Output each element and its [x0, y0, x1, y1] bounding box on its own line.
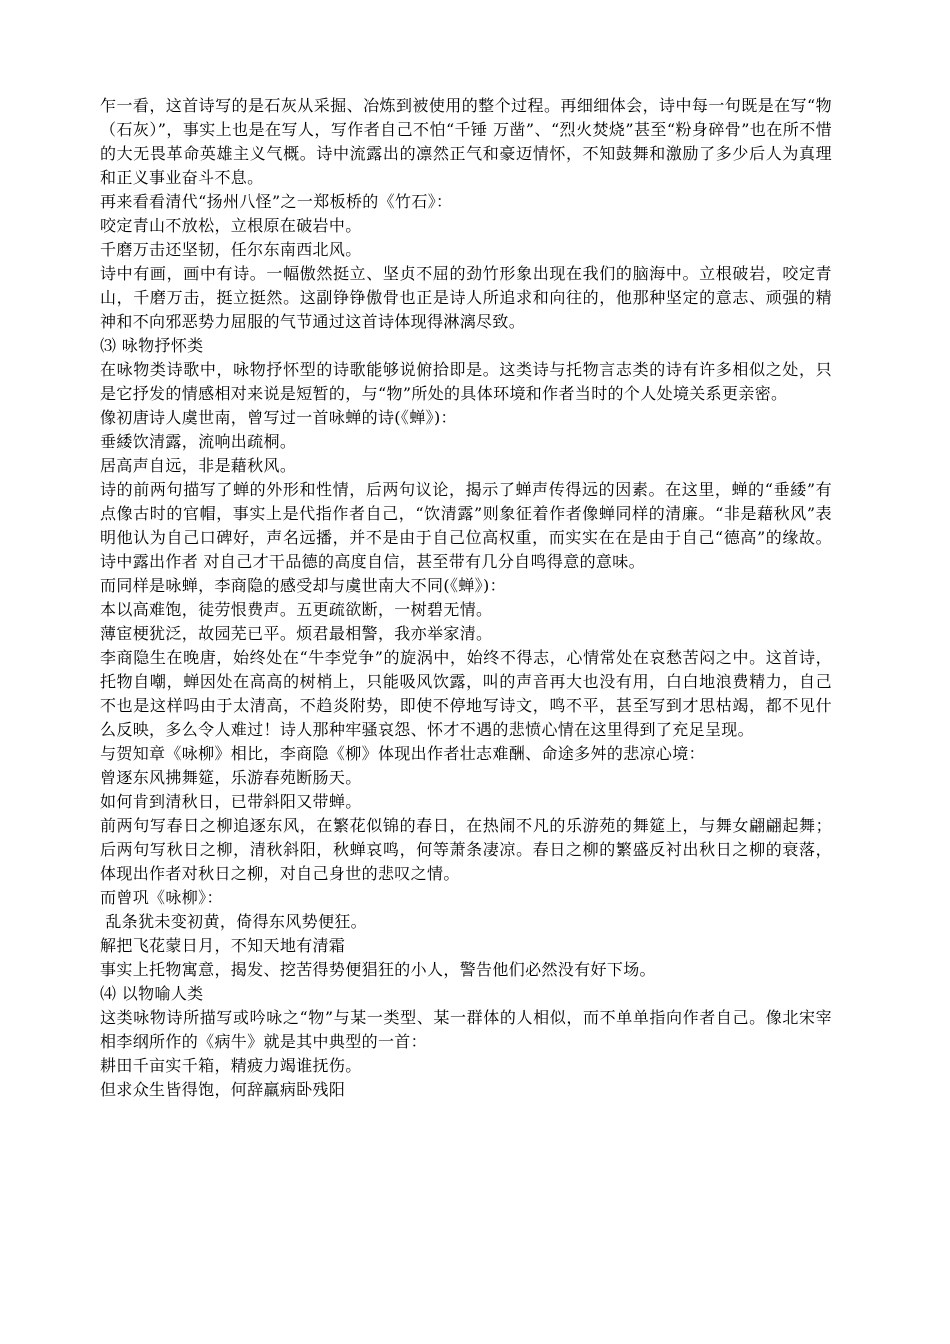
poem-line: 千磨万击还坚韧，任尔东南西北风。 — [100, 240, 362, 259]
poem-line: 薄宦梗犹泛，故园芜已平。烦君最相警，我亦举家清。 — [100, 624, 493, 643]
poem-line: 曾逐东风拂舞筵，乐游春苑断肠天。 — [100, 768, 362, 787]
poem-line: 本以高难饱，徒劳恨费声。五更疏欲断，一树碧无情。 — [100, 600, 493, 619]
paragraph-lishangyin-chan-intro: 而同样是咏蝉，李商隐的感受却与虞世南大不同(《蝉》)： — [100, 576, 506, 595]
poem-line: 居高声自远，非是藉秋风。 — [100, 456, 297, 475]
poem-line: 乱条犹未变初黄，倚得东风势便狂。 — [100, 912, 368, 931]
paragraph-zhushi-intro: 再来看看清代“扬州八怪”之一郑板桥的《竹石》： — [100, 192, 453, 211]
paragraph-section-4-intro: 这类咏物诗所描写或吟咏之“物”与某一类型、某一群体的人相似，而不单单指向作者自己。像北宋宰相李纲所作的《病牛》就是其中典型的一首： — [100, 1008, 832, 1051]
paragraph-chan-intro: 像初唐诗人虞世南，曾写过一首咏蝉的诗(《蝉》)： — [100, 408, 457, 427]
section-heading-3: ⑶ 咏物抒怀类 — [100, 336, 204, 355]
poem-line: 如何肯到清秋日，已带斜阳又带蝉。 — [100, 792, 362, 811]
paragraph-lishangyin-analysis: 李商隐生在晚唐，始终处在“牛李党争”的旋涡中，始终不得志，心情常处在哀愁苦闷之中。这首诗，托物自嘲，蝉因处在高高的树梢上，只能吸风饮露，叫的声音再大也没有用，白白地浪费精力，自己不也是这样吗由于太清高，不趋炎附势，即使不停地写诗文，鸣不平，甚至写到才思枯竭，都不见什么反映，多么令人难过！诗人那种牢骚哀怨、怀才不遇的悲愤心情在这里得到了充足呈现。 — [100, 648, 832, 739]
document-page — [100, 94, 832, 1102]
paragraph-zenggong-analysis: 事实上托物寓意，揭发、挖苦得势便猖狂的小人，警告他们必然没有好下场。 — [100, 960, 656, 979]
paragraph-zenggong-intro: 而曾巩《咏柳》： — [100, 888, 223, 907]
paragraph-section-3-intro: 在咏物类诗歌中，咏物抒怀型的诗歌能够说俯拾即是。这类诗与托物言志类的诗有许多相似之处，只是它抒发的情感相对来说是短暂的，与“物”所处的具体环境和作者当时的个人处境关系更亲密。 — [100, 360, 832, 403]
paragraph-liu-analysis: 前两句写春日之柳追逐东风，在繁花似锦的春日，在热闹不凡的乐游苑的舞筵上，与舞女翩翩起舞；后两句写秋日之柳，清秋斜阳，秋蝉哀鸣，何等萧条凄凉。春日之柳的繁盛反衬出秋日之柳的衰落，体现出作者对秋日之柳，对自己身世的悲叹之情。 — [100, 816, 832, 883]
poem-line: 咬定青山不放松，立根原在破岩中。 — [100, 216, 362, 235]
section-heading-4: ⑷ 以物喻人类 — [100, 984, 204, 1003]
paragraph-lime-analysis: 乍一看，这首诗写的是石灰从采掘、冶炼到被使用的整个过程。再细细体会，诗中每一句既是在写“物（石灰）”，事实上也是在写人，写作者自己不怕“千锤 万凿”、“烈火焚烧”甚至“粉身碎骨”也在所不惜的大无畏革命英雄主义气概。诗中流露出的凛然正气和豪迈情怀，不知鼓舞和激励了多少后人为真理和正义事业奋斗不息。 — [100, 96, 832, 187]
poem-line: 耕田千亩实千箱，精疲力竭谁抚伤。 — [100, 1056, 362, 1075]
poem-line: 垂緌饮清露，流响出疏桐。 — [100, 432, 297, 451]
paragraph-chan-analysis: 诗的前两句描写了蝉的外形和性情，后两句议论，揭示了蝉声传得远的因素。在这里，蝉的“垂緌”有点像古时的官帽，事实上是代指作者自己，“饮清露”则象征着作者像蝉同样的清廉。“非是藉秋风”表明他认为自己口碑好，声名远播，并不是由于自己位高权重，而实实在在是由于自己“德高”的缘故。诗中露出作者 对自己才干品德的高度自信，甚至带有几分自鸣得意的意味。 — [100, 480, 832, 571]
poem-line: 但求众生皆得饱，何辞羸病卧残阳 — [100, 1080, 346, 1099]
paragraph-zhushi-analysis: 诗中有画，画中有诗。一幅傲然挺立、坚贞不屈的劲竹形象出现在我们的脑海中。立根破岩，咬定青山，千磨万击，挺立挺然。这副铮铮傲骨也正是诗人所追求和向往的，他那种坚定的意志、顽强的精神和不向邪恶势力屈服的气节通过这首诗体现得淋漓尽致。 — [100, 264, 832, 331]
paragraph-liu-intro: 与贺知章《咏柳》相比，李商隐《柳》体现出作者壮志难酬、命途多舛的悲凉心境： — [100, 744, 705, 763]
poem-line: 解把飞花蒙日月，不知天地有清霜 — [100, 936, 346, 955]
